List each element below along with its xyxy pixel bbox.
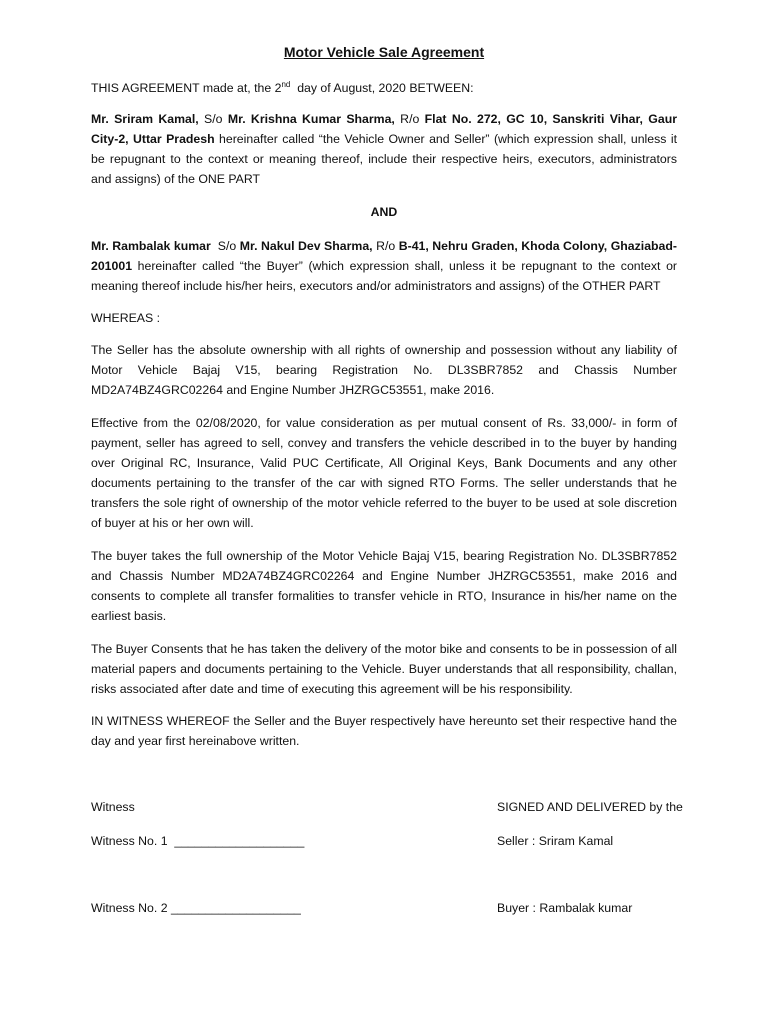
intro-text-post: day of August, 2020 BETWEEN: xyxy=(290,81,474,95)
clause-consideration: Effective from the 02/08/2020, for value consideration as per mutual consent of Rs. 33,000/- in form of payment, seller has agreed to sell, convey and transfers the vehicle described in to the buyer by handing over Original RC, Insurance, Valid PUC Certificate, All Original Keys, Bank Documents and any other documents pertaining to the transfer of the car with signed RTO Forms. The seller understands that he transfers the sole right of ownership of the motor vehicle referred to the buyer to be used at sole discretion of buyer at his or her own will. xyxy=(91,416,677,530)
witness-heading: Witness xyxy=(91,800,135,814)
buyer-father-name: Mr. Nakul Dev Sharma, xyxy=(239,239,373,253)
intro-paragraph xyxy=(91,78,677,98)
clause-ownership: The Seller has the absolute ownership with all rights of ownership and possession without any liability of Motor Vehicle Bajaj V15, bearing Registration No. DL3SBR7852 and Chassis Number MD2A74BZ4GRC02264 and Engine Number JHZRGC53551, make 2016. xyxy=(91,343,677,397)
seller-party-paragraph xyxy=(91,109,677,189)
seller-ro-label: R/o xyxy=(394,112,425,126)
buyer-ro-label: R/o xyxy=(372,239,399,253)
intro-ordinal-suffix: nd xyxy=(281,79,291,89)
intro-text-pre: THIS AGREEMENT made at, the 2 xyxy=(91,81,282,95)
seller-signature-label: Seller : Sriram Kamal xyxy=(497,834,614,848)
and-separator xyxy=(91,202,677,222)
whereas-heading: WHEREAS : xyxy=(91,311,161,325)
buyer-party-paragraph xyxy=(91,236,677,296)
seller-father-name: Mr. Krishna Kumar Sharma, xyxy=(227,112,395,126)
and-label: AND xyxy=(370,205,398,219)
document-title: Motor Vehicle Sale Agreement xyxy=(283,44,485,60)
witness-2-line: Witness No. 2 ___________________ xyxy=(91,901,301,915)
clause-buyer-consent: The Buyer Consents that he has taken the delivery of the motor bike and consents to be in possession of all material papers and documents pertaining to the Vehicle. Buyer understands that all responsibility, challan, risks associated after date and time of executing this agreement will be his responsibility. xyxy=(91,642,677,696)
clause-witness-whereof: IN WITNESS WHEREOF the Seller and the Buyer respectively have hereunto set their respective hand the day and year first hereinabove written. xyxy=(91,714,677,748)
buyer-name: Mr. Rambalak kumar xyxy=(91,239,211,253)
buyer-signature-label: Buyer : Rambalak kumar xyxy=(497,901,633,915)
clause-buyer-ownership: The buyer takes the full ownership of the Motor Vehicle Bajaj V15, bearing Registration No. DL3SBR7852 and Chassis Number MD2A74BZ4GRC02264 and Engine Number JHZRGC53551, make 2016 and consents to complete all transfer formalities to transfer vehicle in RTO, Insurance in his/her name on the earliest basis. xyxy=(91,549,677,623)
buyer-so-label: S/o xyxy=(210,239,240,253)
buyer-address: B-41, Nehru Graden, Khoda Colony, Ghaziabad-201001 xyxy=(91,239,677,273)
witness-1-line: Witness No. 1 ___________________ xyxy=(91,834,305,848)
seller-name: Mr. Sriram Kamal, xyxy=(91,112,199,126)
seller-so-label: S/o xyxy=(198,112,228,126)
seller-party-text: hereinafter called “the Vehicle Owner and Seller” (which expression shall, unless it be repugnant to the context or meaning thereof, include their respective heirs, executors, administrators and assigns) of the ONE PART xyxy=(91,132,677,186)
seller-address: Flat No. 272, GC 10, Sanskriti Vihar, Gaur City-2, Uttar Pradesh xyxy=(91,112,677,146)
signed-delivered-heading: SIGNED AND DELIVERED by the xyxy=(497,800,683,814)
buyer-party-text: hereinafter called “the Buyer” (which expression shall, unless it be repugnant to the context or meaning thereof include his/her heirs, executors and/or administrators and assigns) of the OTHER PART xyxy=(91,259,677,293)
